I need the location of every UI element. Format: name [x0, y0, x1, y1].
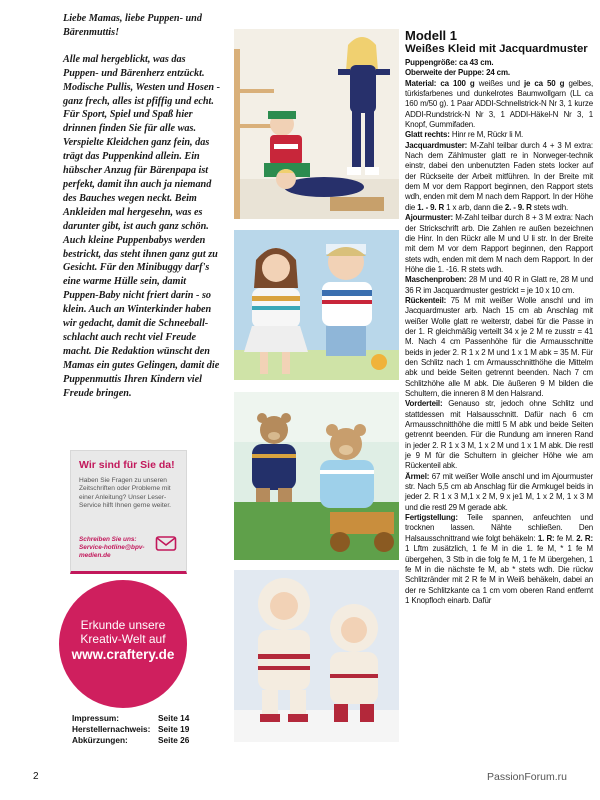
service-contact[interactable]: Schreiben Sie uns: Service-hotline@bpv-medien.de — [79, 536, 145, 559]
gauge-label: Maschenproben: — [405, 275, 467, 285]
page-index — [72, 713, 192, 746]
ad-line-1: Erkunde unsere — [80, 618, 166, 632]
ad-line-2: Kreativ-Welt auf — [80, 632, 166, 646]
sleeve-text: 67 mit weißer Wolle anschl und im Ajourmuster str. Nach 5,5 cm ab Anschlag für die Armkugel beids in jeder 2. R 1 x 3 M,1 x 2 M, 9 x je1 M, 1 x 2 M, 1 x 3 M und die restl 29 M gerade abk. — [405, 471, 593, 512]
photo-doll-sweaters — [234, 230, 399, 380]
material-label: Material: — [405, 78, 437, 88]
glatt-text: Hinr re M, Rückr li M. — [451, 130, 524, 140]
intro-body: Alle mal hergeblickt, was das Puppen- und Bärenherz entzückt. Modische Pullis, Westen und Hosen - ganz frech, alles ist pfiffig und echt. Für Sport, Spiel und Spaß hier drinnen finden Sie für alle was. Verspielte Kleidchen ganz fein, das trägt das Puppenkind allein. Ein hübscher Anzug für Bärenpapa ist perfekt, damit ihn auch ja niemand des Bauches wegen neckt. Beim Ankleiden mal hergesehn, was es darunter gibt, ist auch ganz schön. Auch kleine Puppenbabys werden bestrickt, das steht ihnen ganz gut zu Gesicht. Für den Minibuggy darf's eine warme Hülle sein, damit Puppen-Baby nicht friert darin - so klein. Auch an Winterkinder haben wir gedacht, damit die Schneeball-schlacht auch recht viel Freude macht. Die Redaktion wünscht den Mamas ein gutes Gelingen, damit die Puppenmuttis Ihren Kindern viel Freude bringen. — [63, 53, 220, 399]
bust-label: Oberweite der Puppe: 24 cm. — [405, 68, 510, 78]
material-amount-1: ca 100 g — [440, 78, 475, 88]
finishing-row-2: 2. R: — [576, 533, 593, 543]
model-subtitle: Weißes Kleid mit Jacquardmuster — [405, 43, 588, 55]
pattern-instructions — [405, 29, 593, 606]
front-text: Genauso str, jedoch ohne Schlitz und stattdessen mit Halsausschnitt. Dafür nach 6 cm Armausschnitthöhe die mittl 5 M abk und beide Seiten getrennt beenden. Für die Rundung am inneren Rand in jeder 2. R 1 x 3 M, 1 x 2 M und 1 x 1 M abk. Die restl je 9 M für die Schultern in gleicher Höhe wie am Rückenteil abk. — [405, 399, 593, 471]
ajour-label: Ajourmuster: — [405, 213, 454, 223]
intro-greeting: Liebe Mamas, liebe Puppen- und Bärenmuttis! — [63, 13, 202, 38]
index-page: Seite 14 — [158, 713, 190, 723]
ad-url-link[interactable]: www.craftery.de — [71, 647, 175, 662]
ajour-text: M-Zahl teilbar durch 8 + 3 M extra: Nach der Strickschrift arb. Die Zahlen re außen bezeichnen die Hinr. In den Rückr alle M und U li str. In der Breite mit dem M vor dem Rapport beginnen, den Rapport stets wdh, enden mit dem M nach dem Rapport. In der Höhe die 1. -16. R stets wdh. — [405, 213, 593, 274]
mail-icon — [155, 535, 177, 558]
index-label: Impressum: — [72, 713, 120, 723]
size-label: Puppengröße: ca 43 cm. — [405, 58, 494, 67]
sleeve-label: Ärmel: — [405, 471, 430, 481]
material-text-4: gelbes, türkisfarbenes und dunkelrotes Baumwollgarn (LL ca 160 m/50 g). 1 Paar ADDI-Schnellstrick-N Nr 3, 1 kurze ADDI-Rundstrick-N Nr 3, 1 ADDI-Häkel-N Nr 3, 1 Knopf, Gummifaden. — [405, 78, 594, 130]
jacquard-rows-2: 2. - 9. R — [504, 202, 532, 212]
craftery-ad-circle[interactable] — [59, 580, 187, 708]
back-text: 75 M mit weißer Wolle anschl und im Jacquardmuster arb. Nach 15 cm ab Anschlag mit weißer Wolle glatt re weiterstr, dabei für die Passe in der 1. R gleichmäßig verteilt 34 x je 2 M re zusstr = 41 M. Nach 4 cm Passenhöhe für die Armausschnitte beids in jeder 2. R 1 x 2 M und 1 x 1 M abk = 35 M. Für den Schlitz nach 1 cm Armausschnitthöhe die Mittelm abk und beide Seiten getrennt beenden. Nach 7 cm Schlitzhöhe alle M abk. Die äußeren 9 M bilden die Schultern, die inneren 8 M den Halsrand. — [405, 295, 593, 398]
jacquard-mid: 1 x arb, dann die — [446, 202, 503, 212]
service-text: Haben Sie Fragen zu unseren Zeitschriften oder Probleme mit einer Anleitung? Unser Leser-Service hilft Ihnen gerne weiter. — [79, 477, 171, 510]
index-row — [72, 713, 192, 724]
jacquard-end: stets wdh. — [533, 202, 569, 212]
glatt-label: Glatt rechts: — [405, 130, 450, 140]
material-amount-2: je ca 50 g — [523, 78, 565, 88]
back-label: Rückenteil: — [405, 295, 447, 305]
photo-sport-dolls — [234, 29, 399, 219]
jacquard-rows: 1. - 9. R — [417, 202, 445, 212]
watermark: PassionForum.ru — [487, 771, 567, 783]
front-label: Vorderteil: — [405, 399, 443, 409]
index-row — [72, 724, 192, 735]
index-page: Seite 19 — [158, 724, 190, 734]
service-title: Wir sind für Sie da! — [79, 459, 175, 471]
page-number: 2 — [33, 771, 39, 782]
jacquard-text: M-Zahl teilbar durch 4 + 3 M extra: Nach dem Zählmuster glatt re in Norweger-technik einstr, dabei den unbenutzten Faden stets locker auf der Rückseite der Arbeit mitführen. In der Breite mit dem M vor dem Rapport beginnen, den Rapport stets wdh, enden mit dem M nach dem Rapport. In der Höhe die — [405, 140, 593, 212]
reader-service-box — [70, 450, 187, 574]
index-row — [72, 735, 192, 746]
finishing-text-3: 1 Lftm zusätzlich, 1 fe M in die 1. fe M, * 1 fe M übergehen, 3 Stb in die folg fe M, 1 fe M übergehen, 1 fe M in die nächste fe M, ab * stets wdh. Die rückw Schlitzränder mit 2 R fe M in Weiß behäkeln, dabei an der re Schlitzkante ca 1 cm vom oberen Rand entfernt 1 Knopfloch einarb. Dafür — [405, 544, 593, 605]
gauge-text: 28 M und 40 R in Glatt re, 28 M und 36 R im Jacquardmuster gestrickt = je 10 x 10 cm. — [405, 275, 594, 295]
photo-teddy-bears — [234, 392, 399, 560]
finishing-text-2: fe M. — [556, 533, 574, 543]
photo-winter-dolls — [234, 570, 399, 742]
model-title: Modell 1 — [405, 28, 458, 43]
material-text-2: weißes und — [478, 78, 520, 88]
intro-text-block — [63, 12, 223, 413]
pattern-body — [405, 58, 593, 606]
finishing-row-1: 1. R: — [537, 533, 555, 543]
finishing-text-1: Teile spannen, anfeuchten und trocknen lassen. Nähte schließen. Den Halsausschnittrand wie folgt behäkeln: — [405, 513, 593, 543]
index-label: Herstellernachweis: — [72, 724, 151, 734]
index-page: Seite 26 — [158, 735, 190, 745]
jacquard-label: Jacquardmuster: — [405, 140, 468, 150]
index-label: Abkürzungen: — [72, 735, 128, 745]
finishing-label: Fertigstellung: — [405, 513, 458, 523]
